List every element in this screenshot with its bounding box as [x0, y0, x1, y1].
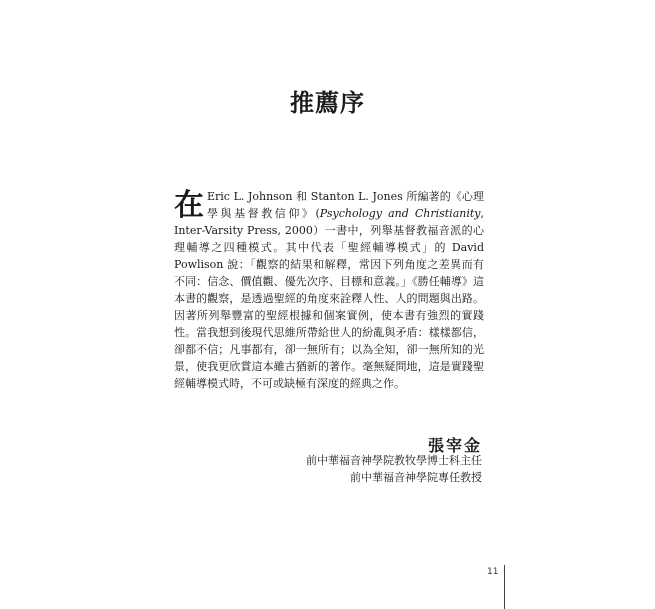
body-segment-1: Eric L. Johnson 和 Stanton L. Jones 所編著的《心理學與基督教信仰》(: [207, 190, 484, 220]
page-edge-rule: [504, 565, 505, 609]
body-segment-2: , Inter-Varsity Press, 2000）一書中，列舉基督教福音派的心理輔導之四種模式。其中代表「聖經輔導模式」的 David Powlison 說：「觀察的結果和解釋，常因下列角度之差異而有不同：信念、價值觀、優先次序、目標和意義。」《勝任輔導》這本書的觀察，是透過聖經的角度來詮釋人性、人的問題與出路。因著所列舉豐富的聖經根據和個案實例，使本書有強烈的實踐性。當我想到後現代思維所帶給世人的紛亂與矛盾：樣樣都信，卻都不信；凡事都有，卻一無所有；以為全知，卻一無所知的光景，使我更欣賞這本雖古猶新的著作。毫無疑問地，這是實踐聖經輔導模式時，不可或缺極有深度的經典之作。: [174, 207, 484, 390]
author-credit-1: 前中華福音神學院教牧學博士科主任: [306, 454, 482, 467]
author-credit-2: 前中華福音神學院專任教授: [350, 471, 482, 484]
page-title: 推薦序: [290, 88, 365, 117]
preface-body: [174, 188, 484, 392]
book-title-english: Psychology and Christianity: [319, 207, 481, 220]
author-signature: 張宰金: [427, 436, 482, 455]
page-number: 11: [487, 567, 499, 577]
drop-cap: 在: [174, 188, 204, 223]
